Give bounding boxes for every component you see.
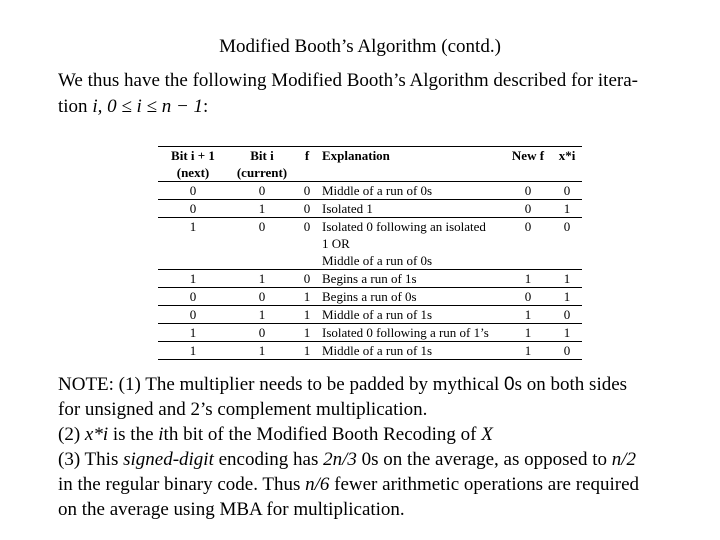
subheader-empty (552, 164, 582, 182)
table-cell: 1 (296, 288, 318, 306)
table-cell (296, 235, 318, 252)
table-cell: 0 (296, 270, 318, 288)
table-header-row (158, 147, 582, 165)
table-cell: 1 (158, 342, 228, 360)
intro-line-2 (58, 94, 678, 120)
table-cell (552, 252, 582, 270)
note-line-5a: in the regular binary code. Thus (58, 474, 306, 495)
note-i-math: i (158, 424, 164, 445)
note-n2-math: n/2 (611, 449, 637, 470)
table-cell: 0 (552, 342, 582, 360)
table-row (158, 235, 582, 252)
subheader-empty (318, 164, 504, 182)
table-row (158, 182, 582, 200)
table-cell: Middle of a run of 0s (318, 252, 504, 270)
table-cell (158, 252, 228, 270)
table-cell: Isolated 0 following a run of 1’s (318, 324, 504, 342)
subheader-current: (current) (228, 164, 296, 182)
table-row (158, 324, 582, 342)
table-cell: 1 (296, 324, 318, 342)
table-cell: 0 (504, 200, 552, 218)
subheader-empty (296, 164, 318, 182)
table-cell: 1 (158, 324, 228, 342)
intro-line-2-prefix: tion (58, 96, 93, 117)
table-subheader-row (158, 164, 582, 182)
note-line-4c: 0s on the average, as opposed to (356, 449, 612, 470)
table-cell: 0 (303, 219, 311, 234)
table-cell: 0 (258, 219, 266, 234)
table-row (158, 218, 582, 236)
table-cell: 1 (189, 219, 197, 234)
table-cell: 0 (504, 182, 552, 200)
table-cell: 0 (158, 288, 228, 306)
table-cell (228, 235, 296, 252)
table-row (158, 252, 582, 270)
table-cell: 0 (563, 219, 571, 234)
table-cell: Middle of a run of 0s (318, 182, 504, 200)
table-row (158, 288, 582, 306)
table-cell: 1 (552, 288, 582, 306)
table-cell (158, 235, 228, 252)
note-line-4a: (3) This (58, 449, 124, 470)
table-cell (228, 252, 296, 270)
table-cell (504, 235, 552, 252)
booth-recoding-table (158, 146, 582, 360)
header-explanation: Explanation (318, 147, 504, 165)
table-cell: Begins a run of 1s (318, 270, 504, 288)
table-cell: 1 (296, 306, 318, 324)
note-line-1c: s on both sides (514, 374, 628, 395)
table-row (158, 306, 582, 324)
table-cell: 0 (158, 182, 228, 200)
table-cell: Middle of a run of 1s (318, 342, 504, 360)
table-cell: 0 (158, 200, 228, 218)
note-line-2: for unsigned and 2’s complement multiplication. (58, 399, 428, 420)
note-line-5 (58, 472, 678, 497)
table-cell (504, 252, 552, 270)
table-cell: 0 (296, 182, 318, 200)
note-line-5b: fewer arithmetic operations are required (329, 474, 640, 495)
table-cell: 0 (296, 200, 318, 218)
note-line-4 (58, 447, 678, 472)
subheader-next: (next) (158, 164, 228, 182)
table-cell: 0 (552, 182, 582, 200)
table-cell: 0 (552, 306, 582, 324)
table-cell: 1 (504, 306, 552, 324)
table-cell: Isolated 1 (318, 200, 504, 218)
note-line-1b: 0 (504, 374, 515, 395)
intro-line-2-suffix: : (203, 96, 209, 117)
note-line-1 (58, 372, 678, 397)
table-cell: 1 (504, 342, 552, 360)
table-cell (552, 235, 582, 252)
table-cell: 0 (524, 219, 532, 234)
table-cell: 1 (228, 342, 296, 360)
slide-title: Modified Booth’s Algorithm (contd.) (219, 36, 501, 57)
table-cell: 1 (552, 270, 582, 288)
table-cell: Isolated 0 following an isolated (322, 219, 486, 234)
table-row (158, 342, 582, 360)
table-cell: 1 (228, 200, 296, 218)
note-paragraph (58, 372, 678, 522)
intro-line-1: We thus have the following Modified Booth’s Algorithm described for itera- (58, 70, 638, 91)
table-cell: 0 (158, 306, 228, 324)
note-xi-math: x*i (84, 424, 109, 445)
table-cell: 1 (296, 342, 318, 360)
note-x-math: X (481, 424, 493, 445)
note-line-1a: NOTE: (1) The multiplier needs to be padded by mythical (58, 374, 505, 395)
table-cell: 0 (228, 182, 296, 200)
header-bit-next: Bit i + 1 (158, 147, 228, 165)
table-row (158, 200, 582, 218)
intro-paragraph (58, 68, 678, 120)
table-cell: 0 (228, 324, 296, 342)
table-cell (296, 252, 318, 270)
note-signed-digit: signed-digit (123, 449, 214, 470)
table-cell: 1 OR (322, 236, 350, 251)
table-cell: 1 (504, 324, 552, 342)
table-cell: 1 (552, 324, 582, 342)
note-line-3a: (2) (58, 424, 85, 445)
table-cell: 0 (504, 288, 552, 306)
note-line-3 (58, 422, 678, 447)
table-cell: Begins a run of 0s (318, 288, 504, 306)
note-line-3c: th bit of the Modified Booth Recoding of (163, 424, 482, 445)
subheader-empty (504, 164, 552, 182)
note-line-6: on the average using MBA for multiplication. (58, 499, 405, 520)
header-new-f: New f (504, 147, 552, 165)
header-f: f (296, 147, 318, 165)
table-cell: 0 (228, 288, 296, 306)
note-n6-math: n/6 (305, 474, 330, 495)
table-cell: 1 (552, 200, 582, 218)
table-cell: 1 (504, 270, 552, 288)
note-line-3b: is the (108, 424, 159, 445)
table-row (158, 270, 582, 288)
note-line-4b: encoding has (213, 449, 324, 470)
header-xi: x*i (552, 147, 582, 165)
table-cell: 1 (158, 270, 228, 288)
table-cell: Middle of a run of 1s (318, 306, 504, 324)
table-cell: 1 (228, 306, 296, 324)
note-2n3-math: 2n/3 (323, 449, 357, 470)
intro-math: i, 0 ≤ i ≤ n − 1 (92, 96, 204, 117)
header-bit-current: Bit i (228, 147, 296, 165)
table-cell: 1 (228, 270, 296, 288)
table-body (158, 182, 582, 360)
